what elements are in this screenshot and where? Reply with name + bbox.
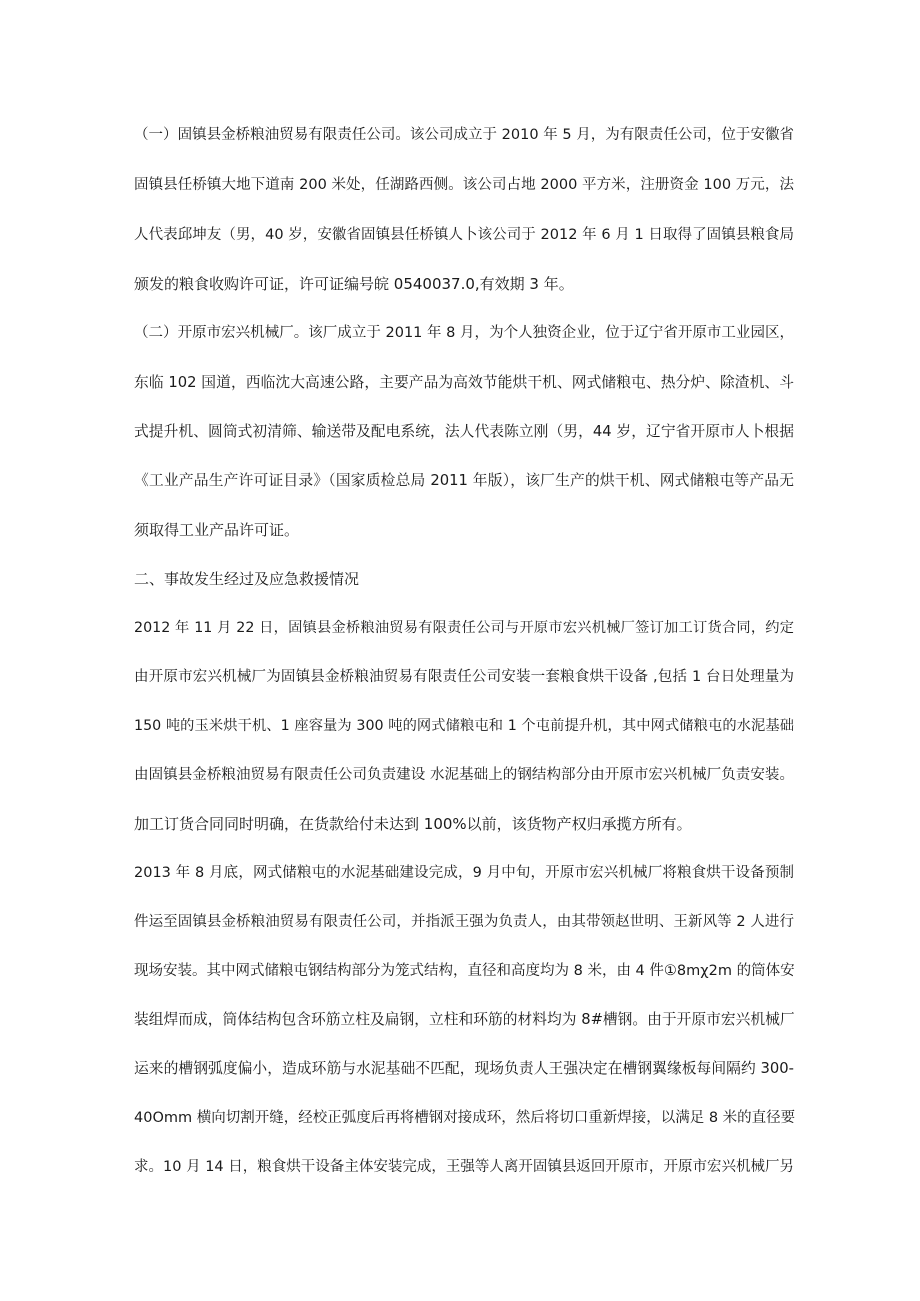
- paragraph-2-line-1: （二）开原市宏兴机械厂。该厂成立于 2011 年 8 月，为个人独资企业，位于辽宁省开原市工业园区，: [134, 325, 794, 341]
- paragraph-4-line-1: 2013 年 8 月底，网式储粮屯的水泥基础建设完成，9 月中旬，开原市宏兴机械厂将粮食烘干设备预制: [134, 865, 794, 881]
- paragraph-3-line-4: 由固镇县金桥粮油贸易有限责任公司负责建设 水泥基础上的钢结构部分由开原市宏兴机械厂负责安装。: [134, 767, 794, 783]
- paragraph-2-line-3: 式提升机、圆筒式初清筛、输送带及配电系统，法人代表陈立刚（男，44 岁，辽宁省开原市人卜根据: [134, 423, 794, 440]
- paragraph-4-line-7: 求。10 月 14 日，粮食烘干设备主体安装完成，王强等人离开固镇县返回开原市，开原市宏兴机械厂另: [134, 1159, 794, 1175]
- paragraph-1-line-2: 固镇县任桥镇大地下道南 200 米处，任湖路西侧。该公司占地 2000 平方米，注册资金 100 万元，法: [134, 177, 794, 193]
- paragraph-1-line-4: 颁发的粮食收购许可证，许可证编号皖 0540037.0,有效期 3 年。: [134, 275, 574, 293]
- paragraph-4-line-3: 现场安装。其中网式储粮屯钢结构部分为笼式结构，直径和高度均为 8 米，由 4 件①8mχ2m 的筒体安: [134, 963, 795, 979]
- paragraph-3-line-2: 由开原市宏兴机械厂为固镇县金桥粮油贸易有限责任公司安装一套粮食烘干设备 ,包括 1 台日处理量为: [134, 669, 794, 685]
- paragraph-4-line-2: 件运至固镇县金桥粮油贸易有限责任公司，并指派王强为负责人，由其带领赵世明、王新风等 2 人进行: [134, 914, 794, 930]
- paragraph-4-line-6: 40Omm 横向切割开缝，经校正弧度后再将槽钢对接成环，然后将切口重新焊接，以满足 8 米的直径要: [134, 1110, 796, 1126]
- paragraph-3-line-5: 加工订货合同同时明确，在货款给付未达到 100%以前，该货物产权归承揽方所有。: [134, 815, 692, 833]
- paragraph-4-line-4: 装组焊而成，筒体结构包含环筋立柱及扁钢，立柱和环筋的材料均为 8#槽钢。由于开原市宏兴机械厂: [134, 1011, 795, 1028]
- paragraph-1-line-3: 人代表邱坤友（男，40 岁，安徽省固镇县任桥镇人卜该公司于 2012 年 6 月 1 日取得了固镇县粮食局: [134, 227, 794, 243]
- paragraph-3-line-3: 150 吨的玉米烘干机、1 座容量为 300 吨的网式储粮屯和 1 个屯前提升机，其中网式储粮屯的水泥基础: [134, 718, 794, 734]
- section-heading: 二、事故发生经过及应急救援情况: [134, 570, 360, 588]
- paragraph-2-line-2: 东临 102 国道，西临沈大高速公路，主要产品为高效节能烘干机、网式储粮屯、热分炉、除渣机、斗: [134, 374, 794, 391]
- paragraph-2-line-5: 须取得工业产品许可证。: [134, 521, 300, 539]
- paragraph-3-line-1: 2012 年 11 月 22 日，固镇县金桥粮油贸易有限责任公司与开原市宏兴机械厂签订加工订货合同，约定: [134, 620, 794, 636]
- paragraph-1-line-1: （一）固镇县金桥粮油贸易有限责任公司。该公司成立于 2010 年 5 月，为有限责任公司，位于安徽省: [134, 127, 794, 143]
- paragraph-2-line-4: 《工业产品生产许可证目录》（国家质检总局 2011 年版），该厂生产的烘干机、网式储粮屯等产品无: [134, 472, 794, 489]
- paragraph-4-line-5: 运来的槽钢弧度偏小，造成环筋与水泥基础不匹配，现场负责人王强决定在槽钢翼缘板每间隔约 300-: [134, 1060, 794, 1077]
